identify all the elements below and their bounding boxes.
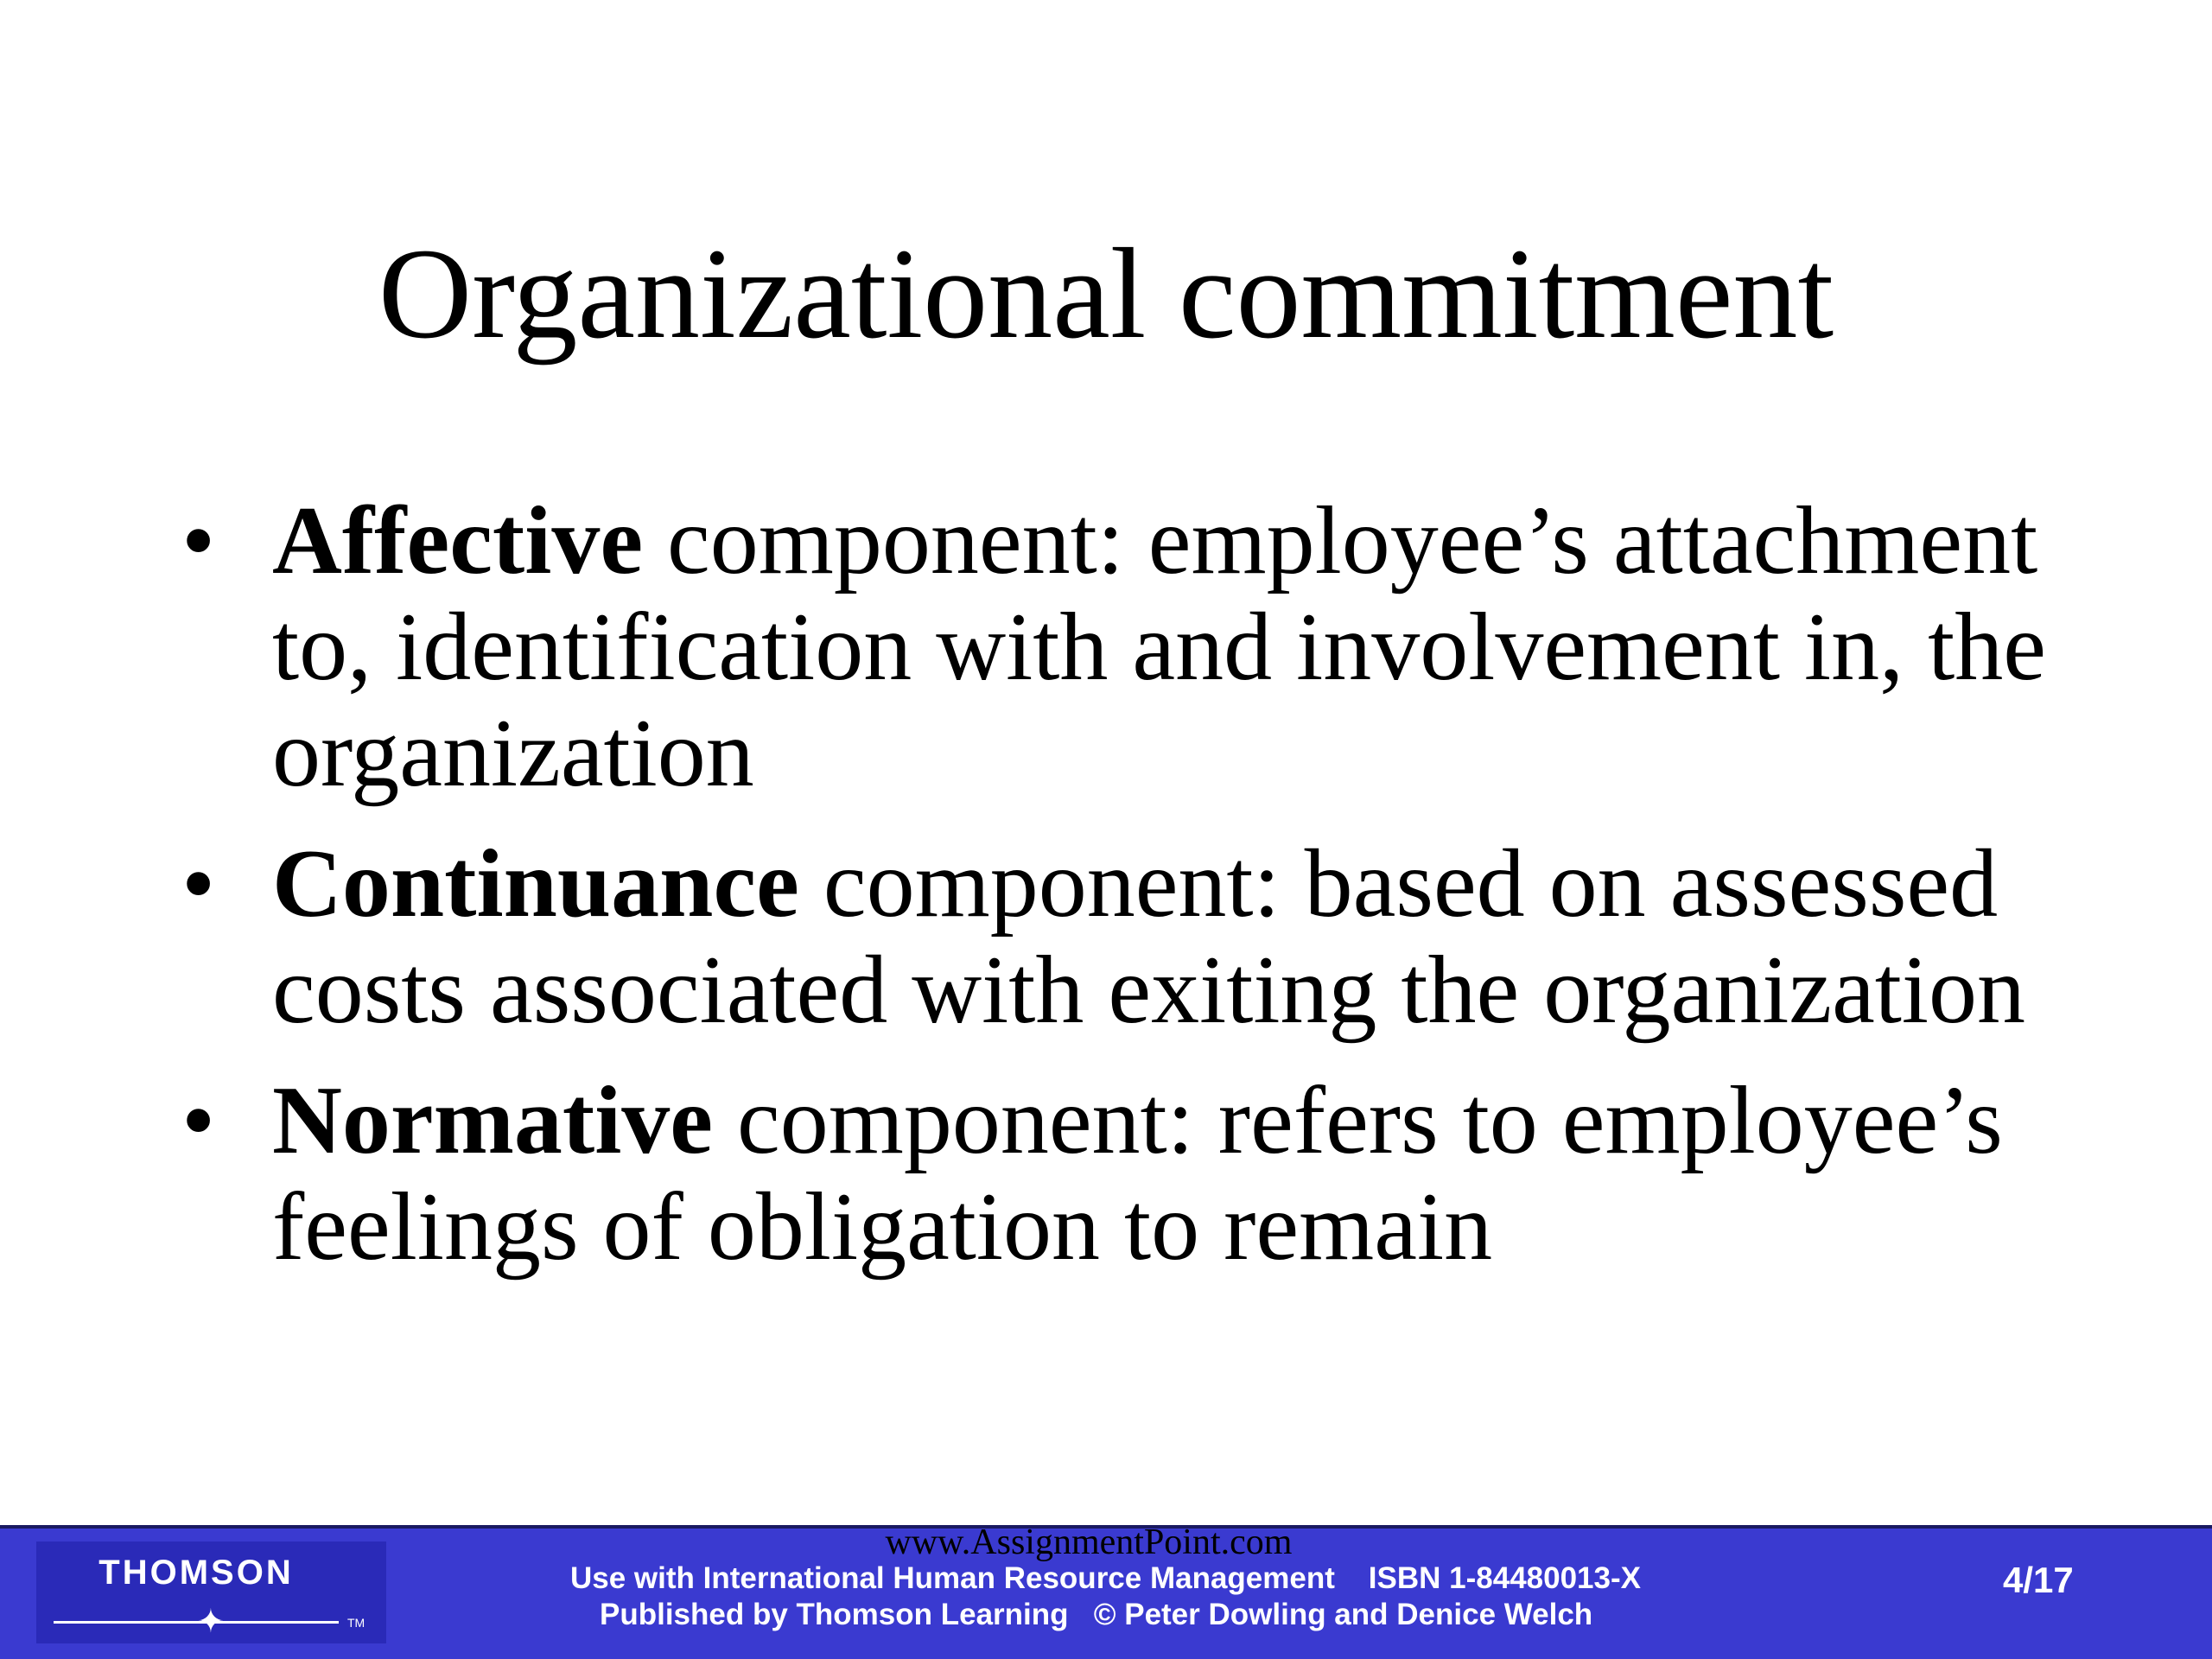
footer-publisher-info: Published by Thomson Learning © Peter Dowling and Denice Welch: [600, 1598, 1593, 1631]
bullet-text: component: based on assessed costs associated with exiting the organization: [272, 830, 2026, 1044]
slide-title: Organizational commitment: [378, 222, 1834, 365]
footer-book-info: Use with International Human Resource Management ISBN 1-84480013-X: [570, 1561, 1641, 1595]
bullet-text: component: employee’s attachment to, identification with and involvement in, the organization: [272, 487, 2046, 807]
page-number: 4/17: [2003, 1560, 2074, 1600]
bullet-marker: •: [181, 830, 216, 938]
star-icon: ✦: [197, 1602, 225, 1640]
bullet-normative: [181, 1068, 2082, 1281]
bullet-term: Affective: [272, 487, 644, 594]
bullet-text: component: refers to employee’s feelings of obligation to remain: [272, 1067, 2003, 1281]
bullet-list: [181, 488, 2082, 1305]
watermark-text: www.AssignmentPoint.com: [885, 1522, 1293, 1562]
bullet-marker: •: [181, 1067, 216, 1174]
logo-line: [54, 1621, 339, 1624]
bullet-term: Normative: [272, 1067, 714, 1174]
bullet-affective: [181, 488, 2082, 807]
logo-wordmark: THOMSON: [99, 1554, 294, 1592]
bullet-continuance: [181, 831, 2082, 1044]
logo-trademark: TM: [347, 1616, 365, 1630]
footer-bar: [0, 1522, 2212, 1659]
bullet-marker: •: [181, 487, 216, 594]
bullet-term: Continuance: [272, 830, 799, 938]
